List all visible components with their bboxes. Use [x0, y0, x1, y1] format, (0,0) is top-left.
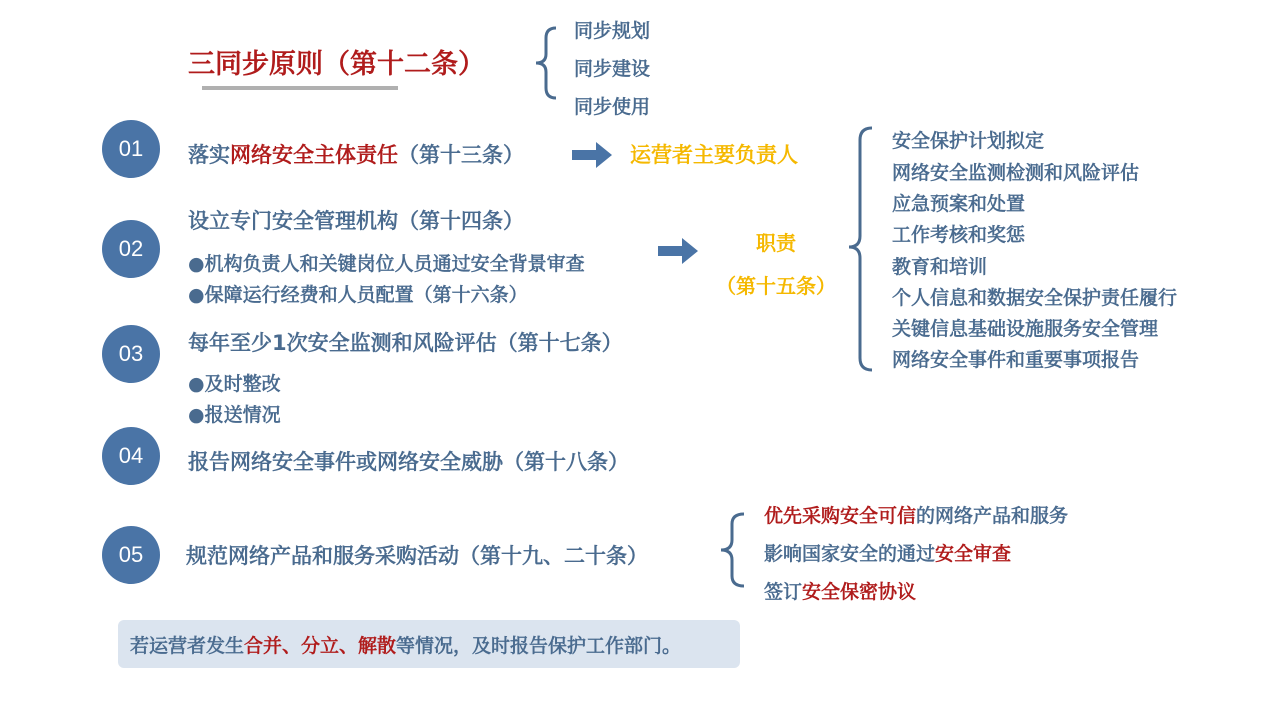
- sync-item-planning: 同步规划: [574, 20, 651, 42]
- procurement-line-1: [764, 501, 1068, 528]
- item-03-bullet-1: ●及时整改: [188, 373, 281, 395]
- duty-item: 网络安全事件和重要事项报告: [892, 349, 1140, 371]
- item-02-bullet-2: ●保障运行经费和人员配置（第十六条）: [188, 284, 528, 306]
- item-02-bullet-1: ●机构负责人和关键岗位人员通过安全背景审查: [188, 253, 585, 275]
- arrow-right-icon: [572, 142, 614, 168]
- duty-item: 应急预案和处置: [892, 193, 1026, 215]
- page-title: 三同步原则（第十二条）: [188, 49, 485, 80]
- sync-item-use: 同步使用: [574, 96, 651, 118]
- procurement-line-3-red: 安全保密协议: [802, 581, 917, 603]
- duties-brace: [846, 126, 876, 372]
- item-heading-01-pre: 落实: [188, 143, 230, 167]
- footer-red: 合并、分立、解散: [244, 634, 397, 657]
- duty-item: 安全保护计划拟定: [892, 130, 1045, 152]
- item-heading-05: 规范网络产品和服务采购活动（第十九、二十条）: [186, 544, 648, 568]
- duty-item: 网络安全监测检测和风险评估: [892, 162, 1140, 184]
- item-heading-03: 每年至少1次安全监测和风险评估（第十七条）: [188, 331, 623, 355]
- sync-brace: [532, 26, 562, 100]
- item-heading-04: 报告网络安全事件或网络安全威胁（第十八条）: [188, 450, 629, 474]
- procurement-line-1-red: 优先采购安全可信: [764, 505, 917, 527]
- item-heading-01: [188, 139, 524, 169]
- duty-item: 教育和培训: [892, 256, 988, 278]
- responsibility-article: （第十五条）: [716, 274, 836, 298]
- procurement-line-3-pre: 签订: [764, 581, 803, 603]
- procurement-brace: [718, 512, 748, 588]
- footer-post: 等情况，及时报告保护工作部门。: [396, 634, 682, 657]
- title-underline: [202, 86, 398, 90]
- procurement-line-3: [764, 577, 916, 604]
- sync-item-construction: 同步建设: [574, 58, 651, 80]
- item-heading-02: 设立专门安全管理机构（第十四条）: [188, 209, 524, 233]
- operator-head: 运营者主要负责人: [630, 143, 798, 167]
- item-03-bullet-2: ●报送情况: [188, 404, 281, 426]
- item-number-05: 05: [102, 526, 160, 584]
- procurement-line-2: [764, 539, 1011, 566]
- responsibility-label: 职责: [756, 231, 796, 255]
- item-number-04: 04: [102, 427, 160, 485]
- procurement-line-2-red: 安全审查: [935, 543, 1012, 565]
- duty-item: 工作考核和奖惩: [892, 224, 1026, 246]
- arrow-right-icon: [658, 238, 700, 264]
- item-heading-01-red: 网络安全主体责任: [230, 143, 398, 167]
- duty-item: 关键信息基础设施服务安全管理: [892, 318, 1159, 340]
- procurement-line-2-pre: 影响国家安全的通过: [764, 543, 936, 565]
- footer-pre: 若运营者发生: [130, 634, 245, 657]
- item-number-02: 02: [102, 220, 160, 278]
- item-number-01: 01: [102, 120, 160, 178]
- procurement-line-1-post: 的网络产品和服务: [916, 505, 1069, 527]
- duty-item: 个人信息和数据安全保护责任履行: [892, 287, 1178, 309]
- item-heading-01-post: （第十三条）: [398, 143, 524, 167]
- item-number-03: 03: [102, 325, 160, 383]
- footer-note: [118, 620, 740, 668]
